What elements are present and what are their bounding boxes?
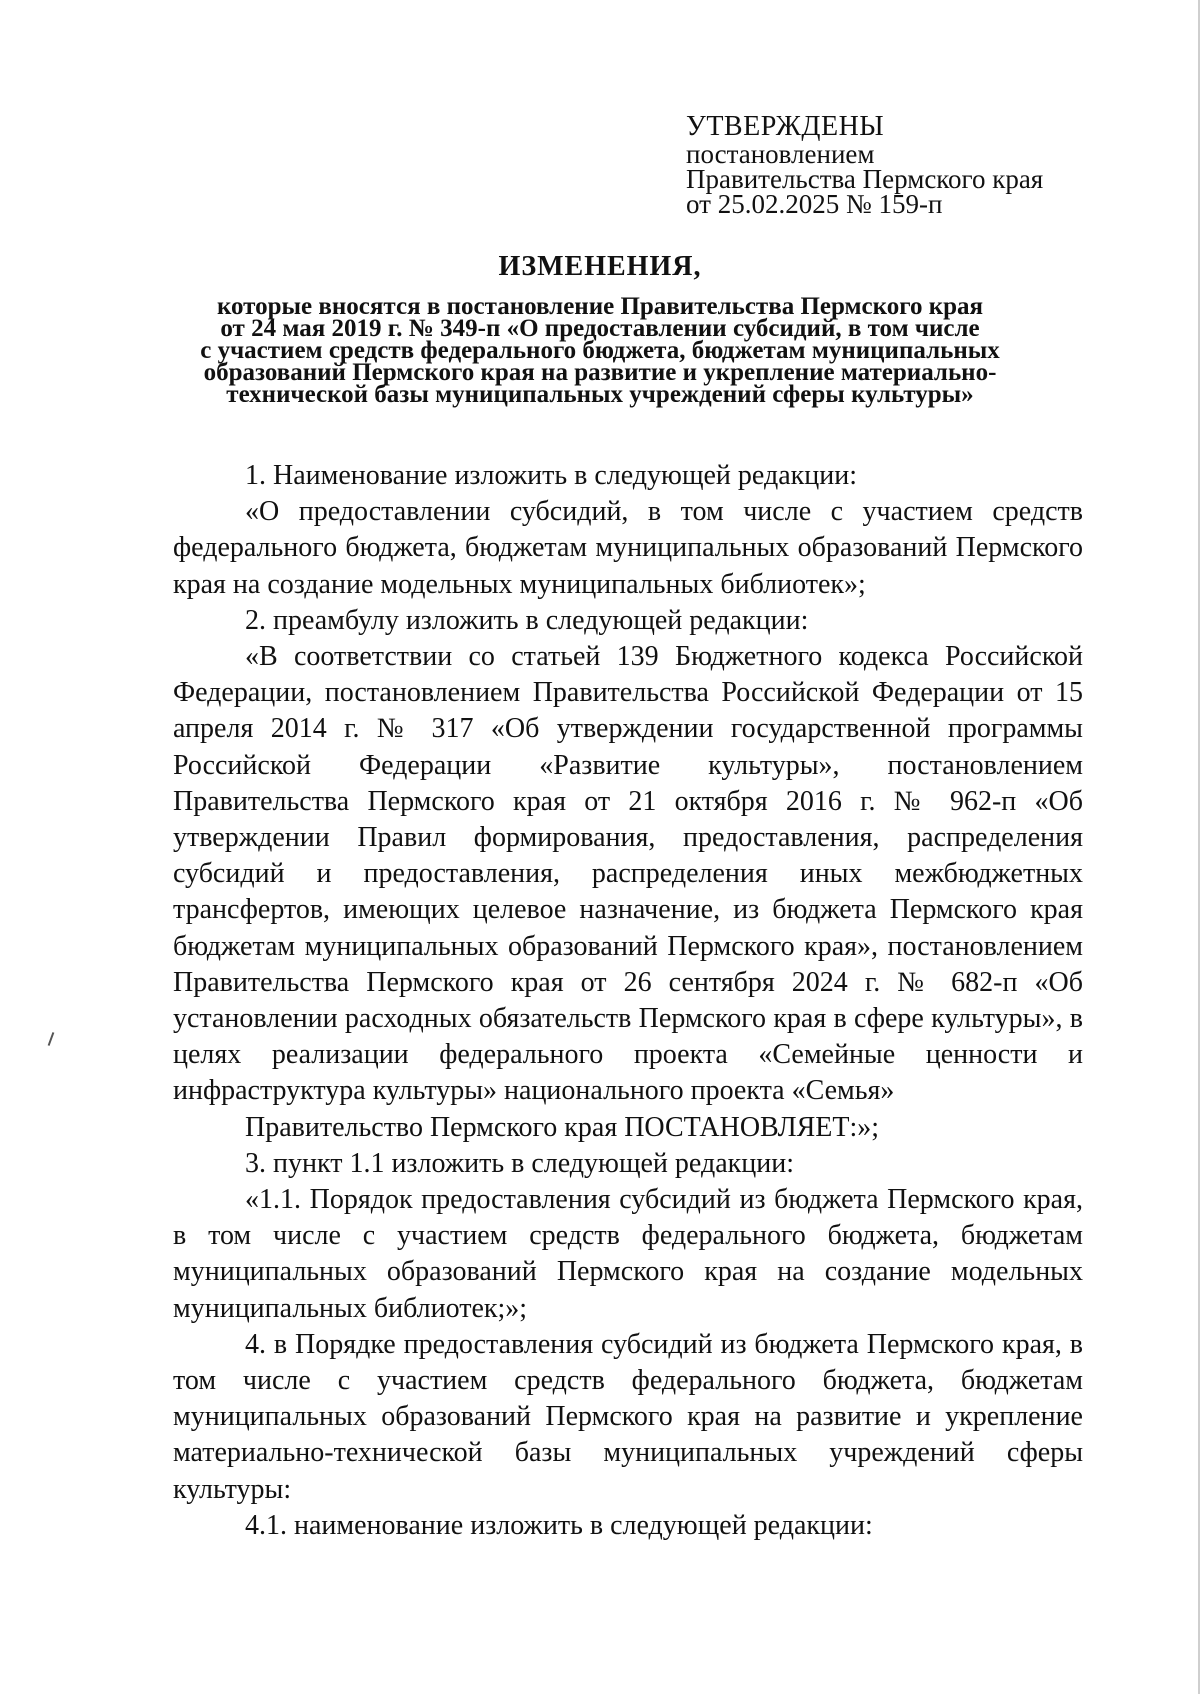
paragraph-item-3: 3. пункт 1.1 изложить в следующей редакции: xyxy=(245,1147,794,1179)
paragraph-item-4-1: 4.1. наименование изложить в следующей редакции: xyxy=(245,1509,873,1541)
paragraph-item-4: 4. в Порядке предоставления субсидий из бюджета Пермского края, в том числе с участием средств федерального бюджета, бюджетам муниципальных образований Пермского края на развитие и укрепление материально-технической базы муниципальных учреждений сферы культуры: xyxy=(173,1328,1083,1505)
heading-subtitle-line: от 24 мая 2019 г. № 349-п «О предоставлении субсидий, в том числе xyxy=(220,315,980,342)
approval-block xyxy=(686,112,1126,217)
approval-date-number: от 25.02.2025 № 159-п xyxy=(686,189,943,219)
heading-subtitle-line: с участием средств федерального бюджета, бюджетам муниципальных xyxy=(200,337,1000,364)
paragraph-preamble: «В соответствии со статьей 139 Бюджетного кодекса Российской Федерации, постановлением Правительства Российской Федерации от 15 апреля 2014 г. № 317 «Об утверждении государственной программы Российской Федерации «Развитие культуры», постановлением Правительства Пермского края от 21 октября 2016 г. № 962-п «Об утверждении Правил формирования, предоставления, распределения субсидий и предоставления, распределения иных межбюджетных трансфертов, имеющих целевое назначение, из бюджета Пермского края бюджетам муниципальных образований Пермского края», постановлением Правительства Пермского края от 26 сентября 2024 г. № 682-п «Об установлении расходных обязательств Пермского края в сфере культуры», в целях реализации федерального проекта «Семейные ценности и инфраструктура культуры» национального проекта «Семья» xyxy=(173,641,1083,1107)
paragraph-quote-1: «О предоставлении субсидий, в том числе с участием средств федерального бюджета, бюджетам муниципальных образований Пермского края на создание модельных муниципальных библиотек»; xyxy=(173,496,1083,600)
heading-title: ИЗМЕНЕНИЯ, xyxy=(498,251,702,282)
document-body xyxy=(173,458,1083,1544)
paragraph-resolves: Правительство Пермского края ПОСТАНОВЛЯЕТ:»; xyxy=(245,1111,880,1143)
paragraph-item-1: 1. Наименование изложить в следующей редакции: xyxy=(245,460,857,491)
approval-line: Правительства Пермского края xyxy=(686,164,1044,194)
paragraph-item-2: 2. преамбулу изложить в следующей редакции: xyxy=(245,604,809,636)
heading-subtitle-line: образований Пермского края на развитие и укрепление материально- xyxy=(203,359,997,386)
approval-title: УТВЕРЖДЕНЫ xyxy=(686,111,885,142)
scan-artifact xyxy=(48,1032,55,1046)
paragraph-quote-3: «1.1. Порядок предоставления субсидий из бюджета Пермского края, в том числе с участием средств федерального бюджета, бюджетам муниципальных образований Пермского края на создание модельных муниципальных библиотек;»; xyxy=(173,1184,1083,1324)
document-heading xyxy=(150,252,1050,406)
approval-line: постановлением xyxy=(686,139,875,169)
heading-subtitle-line: технической базы муниципальных учреждений сферы культуры» xyxy=(226,381,974,408)
heading-subtitle-line: которые вносятся в постановление Правительства Пермского края xyxy=(216,293,984,320)
